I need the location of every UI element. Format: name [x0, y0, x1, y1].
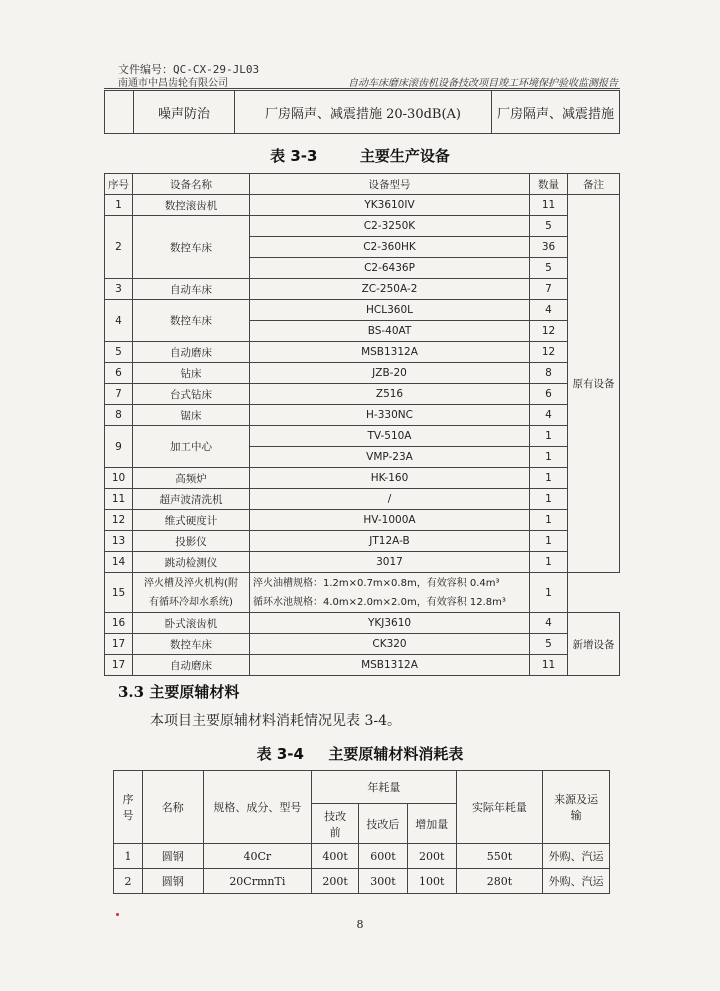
document-number: 文件编号：QC-CX-29-JL03 [118, 63, 260, 76]
cell-qty: 4 [530, 613, 568, 634]
cell-model: C2-6436P [250, 258, 530, 279]
cell-no: 17 [105, 655, 133, 676]
cell-no: 5 [105, 342, 133, 363]
cell-no: 6 [105, 363, 133, 384]
cell-actual: 550t [456, 844, 543, 869]
page-number: 8 [356, 918, 364, 931]
cell-qty: 1 [530, 531, 568, 552]
cell-after: 600t [359, 844, 408, 869]
materials-table [113, 770, 610, 894]
cell-source: 外购、汽运 [543, 844, 610, 869]
model-line-2: 循环水池规格：4.0m×2.0m×2.0m，有效容积 12.8m³ [253, 596, 506, 608]
cell-qty: 12 [530, 342, 568, 363]
col-spec: 规格、成分、型号 [203, 771, 312, 844]
cell-qty: 1 [530, 552, 568, 573]
table33-caption [0, 145, 720, 166]
cell-qty: 1 [530, 468, 568, 489]
cell-qty: 5 [530, 258, 568, 279]
equipment-table [104, 173, 620, 676]
cell-no: 14 [105, 552, 133, 573]
cell-qty: 4 [530, 405, 568, 426]
cell-no: 9 [105, 426, 133, 468]
cell-no: 13 [105, 531, 133, 552]
cell-model: Z516 [250, 384, 530, 405]
table-row [105, 573, 620, 613]
header-no-1: 序 [122, 793, 134, 806]
cell-model: ZC-250A-2 [250, 279, 530, 300]
table-row [105, 426, 620, 447]
cell-qty: 11 [530, 195, 568, 216]
section-heading: 3.3 主要原辅材料 [118, 683, 240, 701]
table-row [105, 405, 620, 426]
cell-spec: 40Cr [203, 844, 312, 869]
col-remark: 备注 [568, 174, 620, 195]
col-source [543, 771, 610, 844]
cell-name: 高频炉 [133, 468, 250, 489]
cell-qty: 11 [530, 655, 568, 676]
cell-actual: 280t [456, 869, 543, 894]
table-row [105, 552, 620, 573]
cell-increase: 200t [407, 844, 456, 869]
table33-number: 表 3-3 [270, 147, 318, 165]
col-annual: 年耗量 [312, 771, 457, 804]
col-name: 名称 [142, 771, 203, 844]
cell-before: 200t [312, 869, 359, 894]
cell-after: 300t [359, 869, 408, 894]
cell-model: HV-1000A [250, 510, 530, 531]
cell-qty: 1 [530, 573, 568, 613]
noise-actual: 厂房隔声、减震措施 [492, 91, 620, 134]
cell-qty: 12 [530, 321, 568, 342]
col-model: 设备型号 [250, 174, 530, 195]
col-name: 设备名称 [133, 174, 250, 195]
report-title: 自动车床磨床滚齿机设备技改项目竣工环境保护验收监测报告 [348, 78, 618, 89]
table-row [105, 384, 620, 405]
name-line-1: 淬火槽及淬火机构(附 [144, 577, 238, 589]
cell-model: C2-360HK [250, 237, 530, 258]
noise-blank-cell [105, 91, 134, 134]
header-before-1: 技改 [324, 809, 347, 823]
table-row [114, 844, 610, 869]
col-after: 技改后 [359, 804, 408, 844]
model-line-1: 淬火油槽规格：1.2m×0.7m×0.8m，有效容积 0.4m³ [253, 577, 500, 589]
col-no: 序号 [105, 174, 133, 195]
table-row [105, 613, 620, 634]
cell-name: 跳动检测仪 [133, 552, 250, 573]
cell-no: 4 [105, 300, 133, 342]
table-row [105, 195, 620, 216]
col-increase: 增加量 [407, 804, 456, 844]
cell-model: JT12A-B [250, 531, 530, 552]
cell-model: BS-40AT [250, 321, 530, 342]
table-row [105, 216, 620, 237]
cell-name: 加工中心 [133, 426, 250, 468]
table-row [105, 634, 620, 655]
table-row [105, 342, 620, 363]
cell-name: 自动车床 [133, 279, 250, 300]
table-row [105, 510, 620, 531]
cell-model: MSB1312A [250, 342, 530, 363]
cell-before: 400t [312, 844, 359, 869]
cell-name: 数控车床 [133, 634, 250, 655]
noise-table [104, 90, 620, 134]
cell-name: 卧式滚齿机 [133, 613, 250, 634]
cell-name: 超声波清洗机 [133, 489, 250, 510]
cell-model [250, 573, 530, 613]
table33-title: 主要生产设备 [359, 147, 450, 165]
cell-name: 投影仪 [133, 531, 250, 552]
cell-no: 16 [105, 613, 133, 634]
cell-qty: 1 [530, 489, 568, 510]
col-actual: 实际年耗量 [456, 771, 543, 844]
cell-name: 钻床 [133, 363, 250, 384]
cell-no: 3 [105, 279, 133, 300]
cell-model: JZB-20 [250, 363, 530, 384]
cell-name: 锯床 [133, 405, 250, 426]
table-row [105, 363, 620, 384]
cell-qty: 4 [530, 300, 568, 321]
col-qty: 数量 [530, 174, 568, 195]
table-row [105, 489, 620, 510]
table34-title: 主要原辅材料消耗表 [328, 745, 464, 763]
cell-model: TV-510A [250, 426, 530, 447]
noise-item: 噪声防治 [134, 91, 235, 134]
cell-qty: 1 [530, 510, 568, 531]
cell-qty: 36 [530, 237, 568, 258]
cell-name: 圆钢 [142, 869, 203, 894]
cell-model: HK-160 [250, 468, 530, 489]
cell-source: 外购、汽运 [543, 869, 610, 894]
cell-no: 8 [105, 405, 133, 426]
cell-qty: 1 [530, 426, 568, 447]
cell-model: C2-3250K [250, 216, 530, 237]
table-header-row [105, 174, 620, 195]
section-paragraph: 本项目主要原辅材料消耗情况见表 3-4。 [150, 713, 401, 729]
cell-model: YKJ3610 [250, 613, 530, 634]
cell-no: 15 [105, 573, 133, 613]
header-before-2: 前 [329, 825, 341, 839]
header-divider [104, 88, 620, 89]
cell-name: 数控车床 [133, 216, 250, 279]
table34-number: 表 3-4 [256, 745, 304, 763]
cell-qty: 6 [530, 384, 568, 405]
cell-increase: 100t [407, 869, 456, 894]
cell-model: 3017 [250, 552, 530, 573]
cell-model: / [250, 489, 530, 510]
cell-no: 17 [105, 634, 133, 655]
ink-mark [116, 913, 119, 916]
table-row [105, 300, 620, 321]
header-source-2: 输 [570, 809, 582, 822]
cell-model: YK3610IV [250, 195, 530, 216]
name-line-2: 有循环冷却水系统) [149, 596, 233, 608]
header-no-2: 号 [122, 809, 134, 822]
header-source-1: 来源及运 [554, 793, 599, 806]
table-row [105, 468, 620, 489]
cell-name: 自动磨床 [133, 342, 250, 363]
cell-name: 圆钢 [142, 844, 203, 869]
table-header-row [114, 771, 610, 804]
table-row [114, 869, 610, 894]
cell-qty: 5 [530, 634, 568, 655]
cell-name: 台式钻床 [133, 384, 250, 405]
company-name: 南通市中昌齿轮有限公司 [118, 78, 228, 89]
table-row [105, 655, 620, 676]
cell-name: 数控滚齿机 [133, 195, 250, 216]
cell-no: 10 [105, 468, 133, 489]
cell-qty: 8 [530, 363, 568, 384]
table-row [105, 531, 620, 552]
cell-qty: 1 [530, 447, 568, 468]
cell-spec: 20CrmnTi [203, 869, 312, 894]
cell-model: HCL360L [250, 300, 530, 321]
col-before [312, 804, 359, 844]
cell-qty: 7 [530, 279, 568, 300]
cell-name: 维式硬度计 [133, 510, 250, 531]
remark-existing: 原有设备 [568, 195, 620, 573]
cell-no: 7 [105, 384, 133, 405]
cell-no: 2 [105, 216, 133, 279]
noise-planned: 厂房隔声、减震措施 20-30dB(A) [235, 91, 492, 134]
table34-caption [0, 743, 720, 764]
cell-model: MSB1312A [250, 655, 530, 676]
cell-model: CK320 [250, 634, 530, 655]
remark-new: 新增设备 [568, 613, 620, 676]
cell-name [133, 573, 250, 613]
cell-no: 1 [114, 844, 143, 869]
cell-name: 自动磨床 [133, 655, 250, 676]
cell-qty: 5 [530, 216, 568, 237]
table-row [105, 279, 620, 300]
cell-no: 11 [105, 489, 133, 510]
cell-name: 数控车床 [133, 300, 250, 342]
cell-no: 1 [105, 195, 133, 216]
cell-no: 12 [105, 510, 133, 531]
col-no [114, 771, 143, 844]
cell-model: VMP-23A [250, 447, 530, 468]
cell-model: H-330NC [250, 405, 530, 426]
cell-no: 2 [114, 869, 143, 894]
